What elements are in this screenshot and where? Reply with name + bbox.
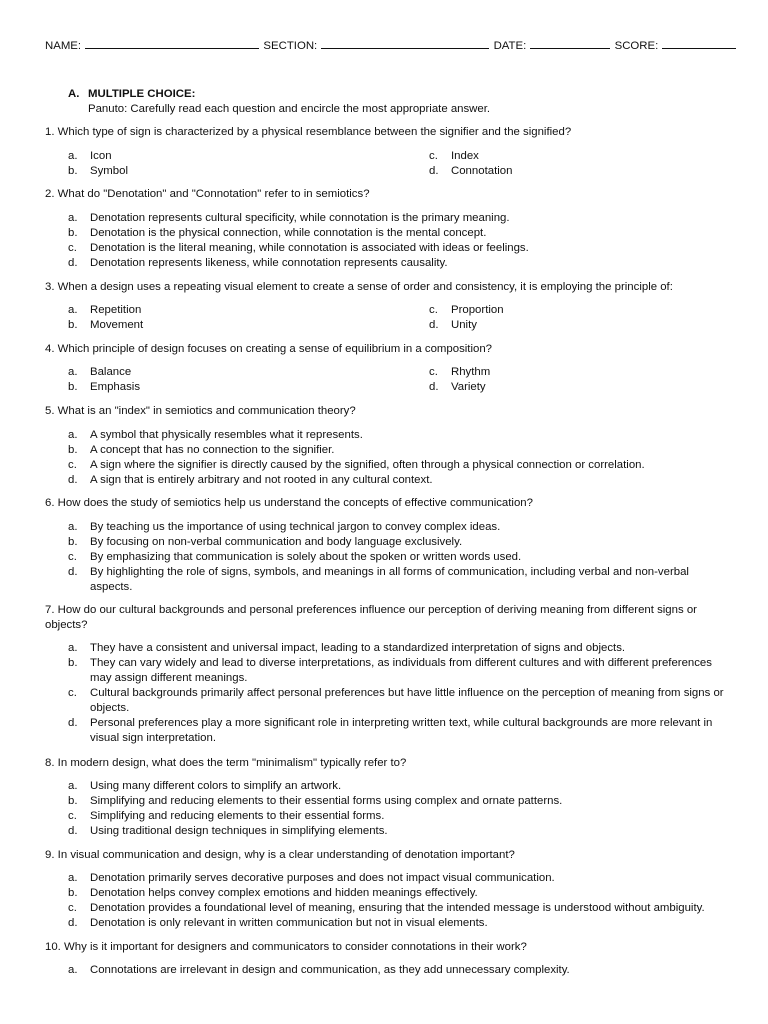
question-1-options [68, 149, 668, 179]
question-8: 8. In modern design, what does the term "minimalism" typically refer to? [45, 757, 407, 769]
option-c[interactable]: c. Denotation provides a foundational level of meaning, ensuring that the intended message is understood without ambiguity. [68, 902, 705, 914]
question-5: 5. What is an "index" in semiotics and communication theory? [45, 405, 356, 417]
name-field[interactable] [85, 38, 259, 49]
question-1: 1. Which type of sign is characterized by a physical resemblance between the signifier and the signified? [45, 126, 572, 138]
section-title: MULTIPLE CHOICE: [88, 88, 196, 100]
date-label: DATE: [493, 40, 527, 52]
question-6: 6. How does the study of semiotics help us understand the concepts of effective communication? [45, 497, 533, 509]
option-c[interactable]: c. Simplifying and reducing elements to their essential forms. [68, 810, 385, 822]
option-a[interactable]: a. Icon [68, 150, 112, 162]
option-d[interactable]: d. Connotation [429, 165, 513, 177]
option-c[interactable]: c. Index [429, 150, 479, 162]
option-a[interactable]: a. Balance [68, 366, 132, 378]
question-7-options [68, 641, 733, 746]
score-field[interactable] [662, 38, 736, 49]
option-b[interactable]: b. Simplifying and reducing elements to their essential forms using complex and ornate patterns. [68, 795, 563, 807]
option-a[interactable]: a. Denotation represents cultural specificity, while connotation is the primary meaning. [68, 212, 510, 224]
question-6-options [68, 520, 733, 595]
option-b[interactable]: b. Movement [68, 319, 144, 331]
section-letter: A. [68, 88, 80, 100]
instructions: Panuto: Carefully read each question and encircle the most appropriate answer. [88, 103, 491, 115]
option-b[interactable]: b. They can vary widely and lead to diverse interpretations, as individuals from different cultures and with different preferences may assign different meanings. [68, 657, 712, 684]
question-5-options [68, 428, 733, 488]
option-a[interactable]: a. By teaching us the importance of using technical jargon to convey complex ideas. [68, 521, 501, 533]
option-d[interactable]: d. Personal preferences play a more significant role in interpreting written text, while cultural backgrounds are more relevant in visual sign interpretation. [68, 717, 713, 744]
option-a[interactable]: a. Denotation primarily serves decorative purposes and does not impact visual communication. [68, 872, 555, 884]
option-c[interactable]: c. A sign where the signifier is directly caused by the signified, often through a physical connection or correlation. [68, 459, 645, 471]
option-c[interactable]: c. By emphasizing that communication is solely about the spoken or written words used. [68, 551, 522, 563]
name-label: NAME: [45, 40, 82, 52]
student-info-header [45, 38, 737, 52]
option-b[interactable]: b. Symbol [68, 165, 128, 177]
question-10-options [68, 963, 733, 978]
option-b[interactable]: b. By focusing on non-verbal communication and body language exclusively. [68, 536, 463, 548]
section-heading [68, 88, 195, 100]
question-3: 3. When a design uses a repeating visual element to create a sense of order and consistency, it is employing the principle of: [45, 281, 673, 293]
option-b[interactable]: b. A concept that has no connection to the signifier. [68, 444, 335, 456]
option-a[interactable]: a. Repetition [68, 304, 142, 316]
question-8-options [68, 779, 733, 839]
option-d[interactable]: d. Denotation represents likeness, while connotation represents causality. [68, 257, 448, 269]
option-c[interactable]: c. Denotation is the literal meaning, while connotation is associated with ideas or feelings. [68, 242, 529, 254]
option-d[interactable]: d. Variety [429, 381, 486, 393]
question-7: 7. How do our cultural backgrounds and personal preferences influence our perception of deriving meaning from different signs or objects? [45, 604, 697, 631]
question-10: 10. Why is it important for designers and communicators to consider connotations in their work? [45, 941, 527, 953]
question-2: 2. What do "Denotation" and "Connotation" refer to in semiotics? [45, 188, 370, 200]
question-9-options [68, 871, 733, 931]
question-9: 9. In visual communication and design, why is a clear understanding of denotation important? [45, 849, 515, 861]
option-b[interactable]: b. Denotation helps convey complex emotions and hidden meanings effectively. [68, 887, 478, 899]
date-field[interactable] [530, 38, 610, 49]
option-a[interactable]: a. Connotations are irrelevant in design and communication, as they add unnecessary complexity. [68, 964, 570, 976]
question-4-options [68, 365, 668, 395]
option-a[interactable]: a. A symbol that physically resembles what it represents. [68, 429, 363, 441]
option-a[interactable]: a. They have a consistent and universal impact, leading to a standardized interpretation of signs and objects. [68, 642, 626, 654]
score-label: SCORE: [614, 40, 659, 52]
option-b[interactable]: b. Denotation is the physical connection, while connotation is the mental concept. [68, 227, 487, 239]
section-field[interactable] [321, 38, 489, 49]
question-3-options [68, 303, 668, 333]
option-d[interactable]: d. A sign that is entirely arbitrary and not rooted in any cultural context. [68, 474, 433, 486]
option-c[interactable]: c. Rhythm [429, 366, 491, 378]
option-d[interactable]: d. Denotation is only relevant in written communication but not in visual elements. [68, 917, 488, 929]
question-2-options [68, 211, 733, 271]
option-a[interactable]: a. Using many different colors to simplify an artwork. [68, 780, 342, 792]
question-4: 4. Which principle of design focuses on creating a sense of equilibrium in a composition? [45, 343, 493, 355]
option-d[interactable]: d. By highlighting the role of signs, symbols, and meanings in all forms of communication, including verbal and non-verbal aspects. [68, 566, 689, 593]
option-b[interactable]: b. Emphasis [68, 381, 141, 393]
section-label: SECTION: [263, 40, 318, 52]
option-c[interactable]: c. Cultural backgrounds primarily affect personal preferences but have little influence on the perception of meaning from signs or objects. [68, 687, 724, 714]
option-d[interactable]: d. Unity [429, 319, 477, 331]
option-d[interactable]: d. Using traditional design techniques in simplifying elements. [68, 825, 388, 837]
option-c[interactable]: c. Proportion [429, 304, 504, 316]
